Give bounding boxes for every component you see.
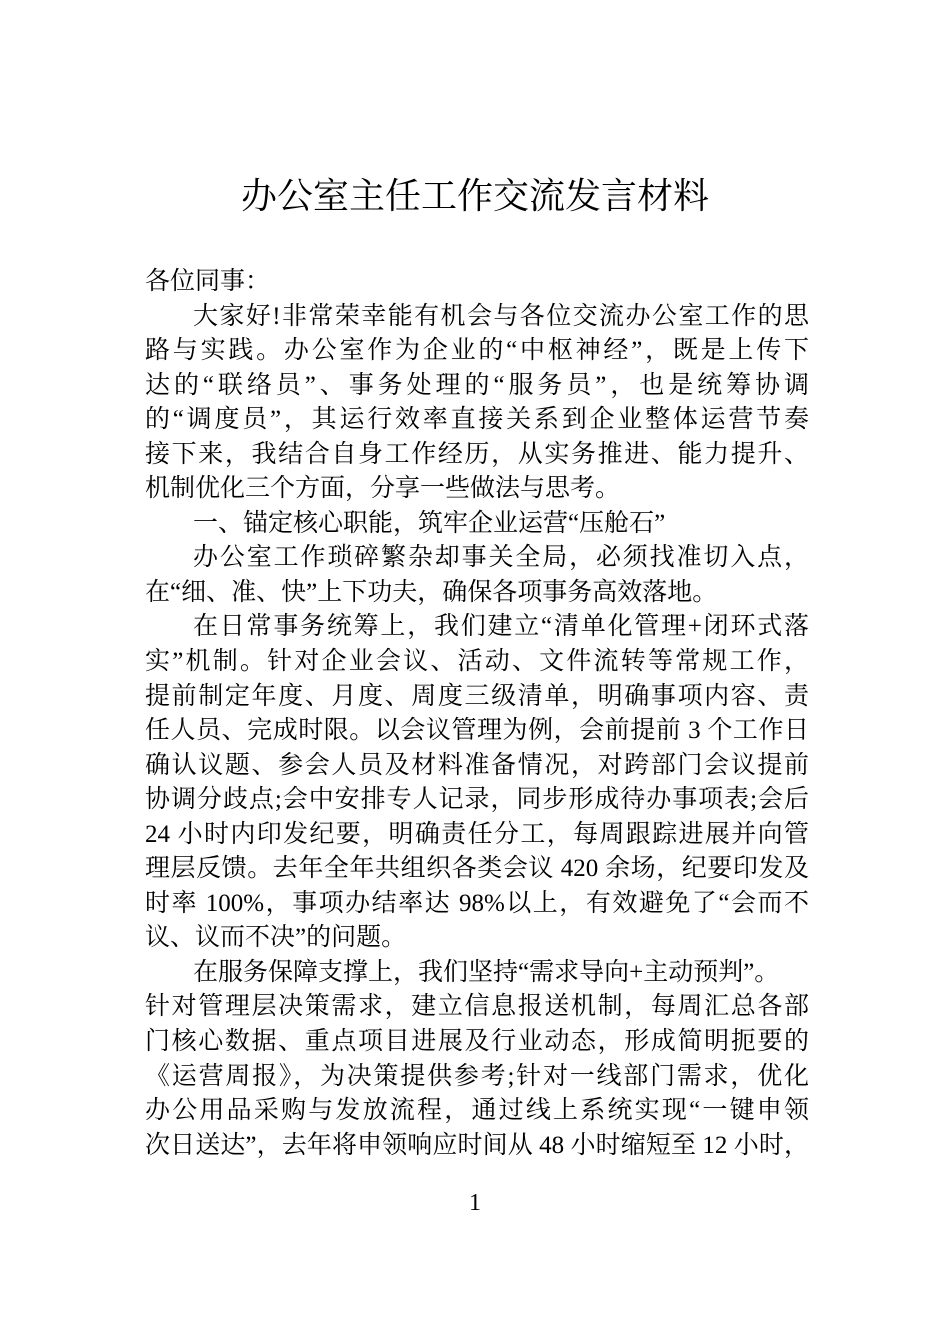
paragraph-line: 议、议而不决”的问题。 bbox=[145, 924, 407, 952]
paragraph-line: 次日送达”，去年将申领响应时间从 48 小时缩短至 12 小时， bbox=[145, 1131, 809, 1159]
paragraph-line: 门核心数据、重点项目进展及行业动态，形成简明扼要的 bbox=[145, 1028, 809, 1056]
paragraph-line: 针对管理层决策需求，建立信息报送机制，每周汇总各部 bbox=[145, 993, 809, 1021]
paragraph-line: 协调分歧点;会中安排专人记录，同步形成待办事项表;会后 bbox=[145, 786, 809, 814]
paragraph-line: 任人员、完成时限。以会议管理为例，会前提前 3 个工作日 bbox=[145, 717, 809, 745]
paragraph-line: 实”机制。针对企业会议、活动、文件流转等常规工作， bbox=[145, 648, 809, 676]
paragraph-line: 办公用品采购与发放流程，通过线上系统实现“一键申领 bbox=[145, 1097, 809, 1125]
paragraph-line: 机制优化三个方面，分享一些做法与思考。 bbox=[145, 475, 621, 503]
paragraph-line: 《运营周报》，为决策提供参考;针对一线部门需求，优化 bbox=[145, 1062, 809, 1090]
paragraph-daily-affairs bbox=[145, 610, 809, 955]
paragraph-line: 的“调度员”，其运行效率直接关系到企业整体运营节奏 bbox=[145, 406, 809, 434]
paragraph-line: 在服务保障支撑上，我们坚持“需求导向+主动预判”。 bbox=[193, 958, 780, 986]
page-number: 1 bbox=[469, 1190, 481, 1216]
document-body bbox=[145, 265, 809, 1163]
document-title: 办公室主任工作交流发言材料 bbox=[240, 176, 709, 217]
paragraph-line: 路与实践。办公室作为企业的“中枢神经”，既是上传下 bbox=[145, 337, 809, 365]
paragraph-line: 24 小时内印发纪要，明确责任分工，每周跟踪进展并向管 bbox=[145, 820, 809, 848]
paragraph-line: 办公室工作琐碎繁杂却事关全局，必须找准切入点， bbox=[193, 544, 809, 572]
paragraph-line: 确认议题、参会人员及材料准备情况，对跨部门会议提前 bbox=[145, 751, 809, 779]
greeting-line: 各位同事： bbox=[145, 268, 271, 295]
paragraph-service-support bbox=[145, 956, 809, 1163]
paragraph-line: 在“细、准、快”上下功夫，确保各项事务高效落地。 bbox=[145, 578, 718, 606]
paragraph-line: 理层反馈。去年全年共组织各类会议 420 余场，纪要印发及 bbox=[145, 855, 809, 883]
section-heading-line: 一、锚定核心职能，筑牢企业运营“压舱石” bbox=[193, 509, 666, 537]
paragraph-opening bbox=[145, 300, 809, 507]
paragraph-line: 在日常事务统筹上，我们建立“清单化管理+闭环式落 bbox=[193, 613, 809, 641]
paragraph-line: 大家好!非常荣幸能有机会与各位交流办公室工作的思 bbox=[193, 302, 809, 330]
paragraph-line: 接下来，我结合自身工作经历，从实务推进、能力提升、 bbox=[145, 440, 809, 468]
paragraph-line: 时率 100%，事项办结率达 98%以上，有效避免了“会而不 bbox=[145, 889, 809, 917]
paragraph-intro bbox=[145, 541, 809, 610]
paragraph-line: 提前制定年度、月度、周度三级清单，明确事项内容、责 bbox=[145, 682, 809, 710]
section-heading bbox=[145, 507, 809, 542]
paragraph-line: 达的“联络员”、事务处理的“服务员”，也是统筹协调 bbox=[145, 371, 809, 399]
